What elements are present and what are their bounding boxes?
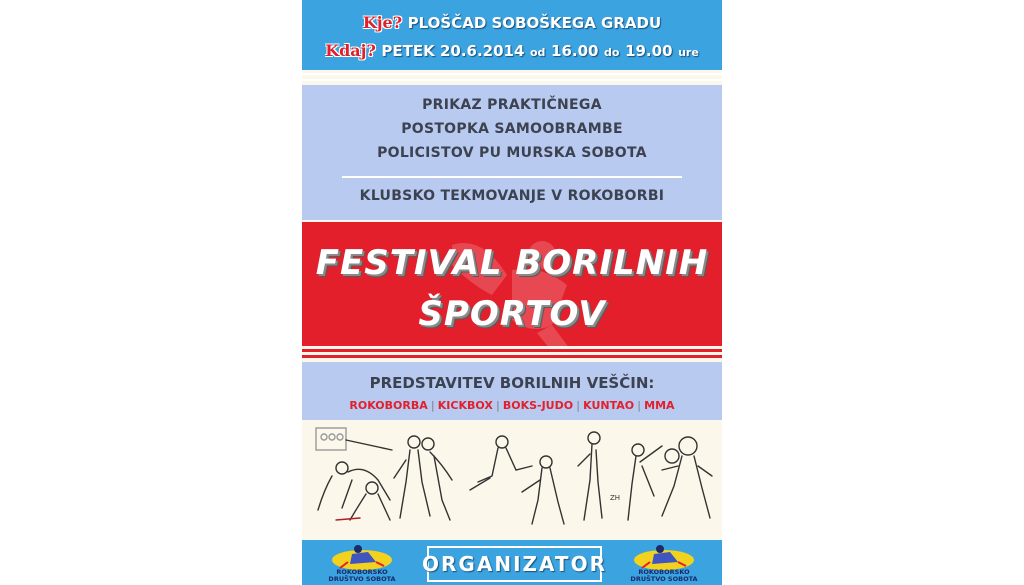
discipline-item: KICKBOX	[437, 399, 493, 412]
when-row	[302, 41, 722, 60]
program-line-3: POLICISTOV PU MURSKA SOBOTA	[377, 145, 647, 161]
logo-caption: ROKOBORSKO DRUŠTVO SOBOTA	[328, 568, 396, 583]
section-divider	[342, 176, 682, 178]
event-poster	[302, 0, 722, 585]
wrestling-club-logo-right	[624, 540, 704, 585]
illustrations-strip	[302, 420, 722, 532]
where-label: Kje?	[362, 13, 403, 32]
judo-throw-illustration	[470, 436, 564, 524]
when-end: 19.00	[625, 42, 673, 60]
red-stripe	[302, 349, 722, 352]
festival-title-line-1: FESTIVAL BORILNIH	[315, 243, 709, 283]
separator: |	[495, 399, 500, 412]
separator: |	[637, 399, 642, 412]
presentation-title: PREDSTAVITEV BORILNIH VEŠČIN:	[369, 374, 655, 392]
kickbox-illustration	[394, 436, 452, 520]
when-label: Kdaj?	[325, 41, 376, 60]
red-stripe	[302, 355, 722, 358]
festival-title-line-2: ŠPORTOV	[418, 294, 606, 334]
logo-caption: ROKOBORSKO DRUŠTVO SOBOTA	[630, 568, 698, 583]
separator: |	[430, 399, 435, 412]
wrestling-club-logo-left	[322, 540, 402, 585]
organizer-label: ORGANIZATOR	[422, 552, 607, 576]
where-text: PLOŠČAD SOBOŠKEGA GRADU	[407, 14, 662, 32]
svg-text:ZH: ZH	[610, 494, 621, 502]
discipline-item: KUNTAO	[583, 399, 635, 412]
program-line-2: POSTOPKA SAMOOBRAMBE	[401, 121, 623, 137]
separator: |	[576, 399, 581, 412]
when-date: PETEK 20.6.2014	[381, 42, 525, 60]
when-suffix: ure	[678, 46, 699, 59]
program-line-1: PRIKAZ PRAKTIČNEGA	[422, 97, 602, 113]
when-start: 16.00	[551, 42, 599, 60]
kuntao-kick-illustration	[578, 432, 662, 520]
mma-illustration	[662, 437, 712, 518]
discipline-item: MMA	[644, 399, 675, 412]
organizer-box	[422, 546, 607, 582]
when-to: do	[604, 46, 620, 59]
illustrations-svg	[302, 420, 722, 532]
program-line-4: KLUBSKO TEKMOVANJE V ROKOBORBI	[359, 188, 665, 204]
wrestling-illustration	[316, 428, 392, 520]
disciplines-list	[302, 399, 722, 412]
divider-line	[302, 79, 722, 81]
discipline-item: BOKS-JUDO	[502, 399, 574, 412]
where-row	[302, 13, 722, 32]
when-from: od	[530, 46, 546, 59]
divider-line	[302, 73, 722, 75]
discipline-item: ROKOBORBA	[349, 399, 428, 412]
